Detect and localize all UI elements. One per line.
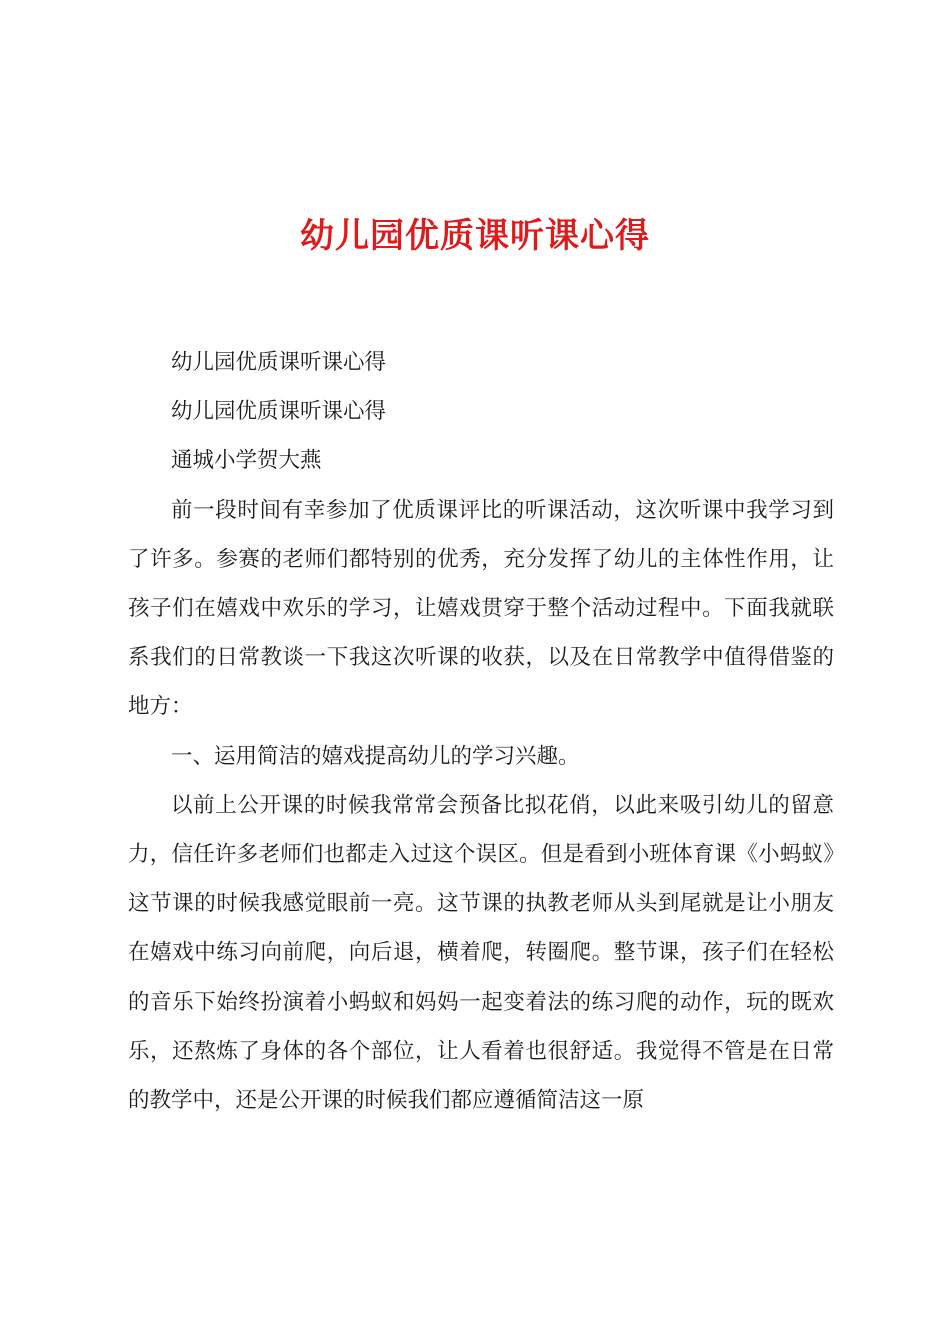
paragraph-subtitle: 幼儿园优质课听课心得 [171,350,387,375]
paragraph-subtitle-repeat: 幼儿园优质课听课心得 [171,399,387,425]
paragraph-author: 通城小学贺大燕 [171,448,322,474]
document-body [128,338,834,1125]
document-title: 幼儿园优质课听课心得 [300,216,650,256]
paragraph-section-body: 以前上公开课的时候我常常会预备比拟花俏，以此来吸引幼儿的留意力，信任许多老师们也都走入过这个误区。但是看到小班体育课《小蚂蚁》这节课的时候我感觉眼前一亮。这节课的执教老师从头到尾就是让小朋友在嬉戏中练习向前爬，向后退，横着爬，转圈爬。整节课，孩子们在轻松的音乐下始终扮演着小蚂蚁和妈妈一起变着法的练习爬的动作，玩的既欢乐，还熬炼了身体的各个部位，让人看着也很舒适。我觉得不管是在日常的教学中，还是公开课的时候我们都应遵循简洁这一原 [128,792,834,1114]
paragraph-intro: 前一段时间有幸参加了优质课评比的听课活动，这次听课中我学习到了许多。参赛的老师们都特别的优秀，充分发挥了幼儿的主体性作用，让孩子们在嬉戏中欢乐的学习，让嬉戏贯穿于整个活动过程中。下面我就联系我们的日常教谈一下我这次听课的收获，以及在日常教学中值得借鉴的地方： [128,497,834,720]
paragraph-section-heading: 一、运用简洁的嬉戏提高幼儿的学习兴趣。 [171,743,580,769]
